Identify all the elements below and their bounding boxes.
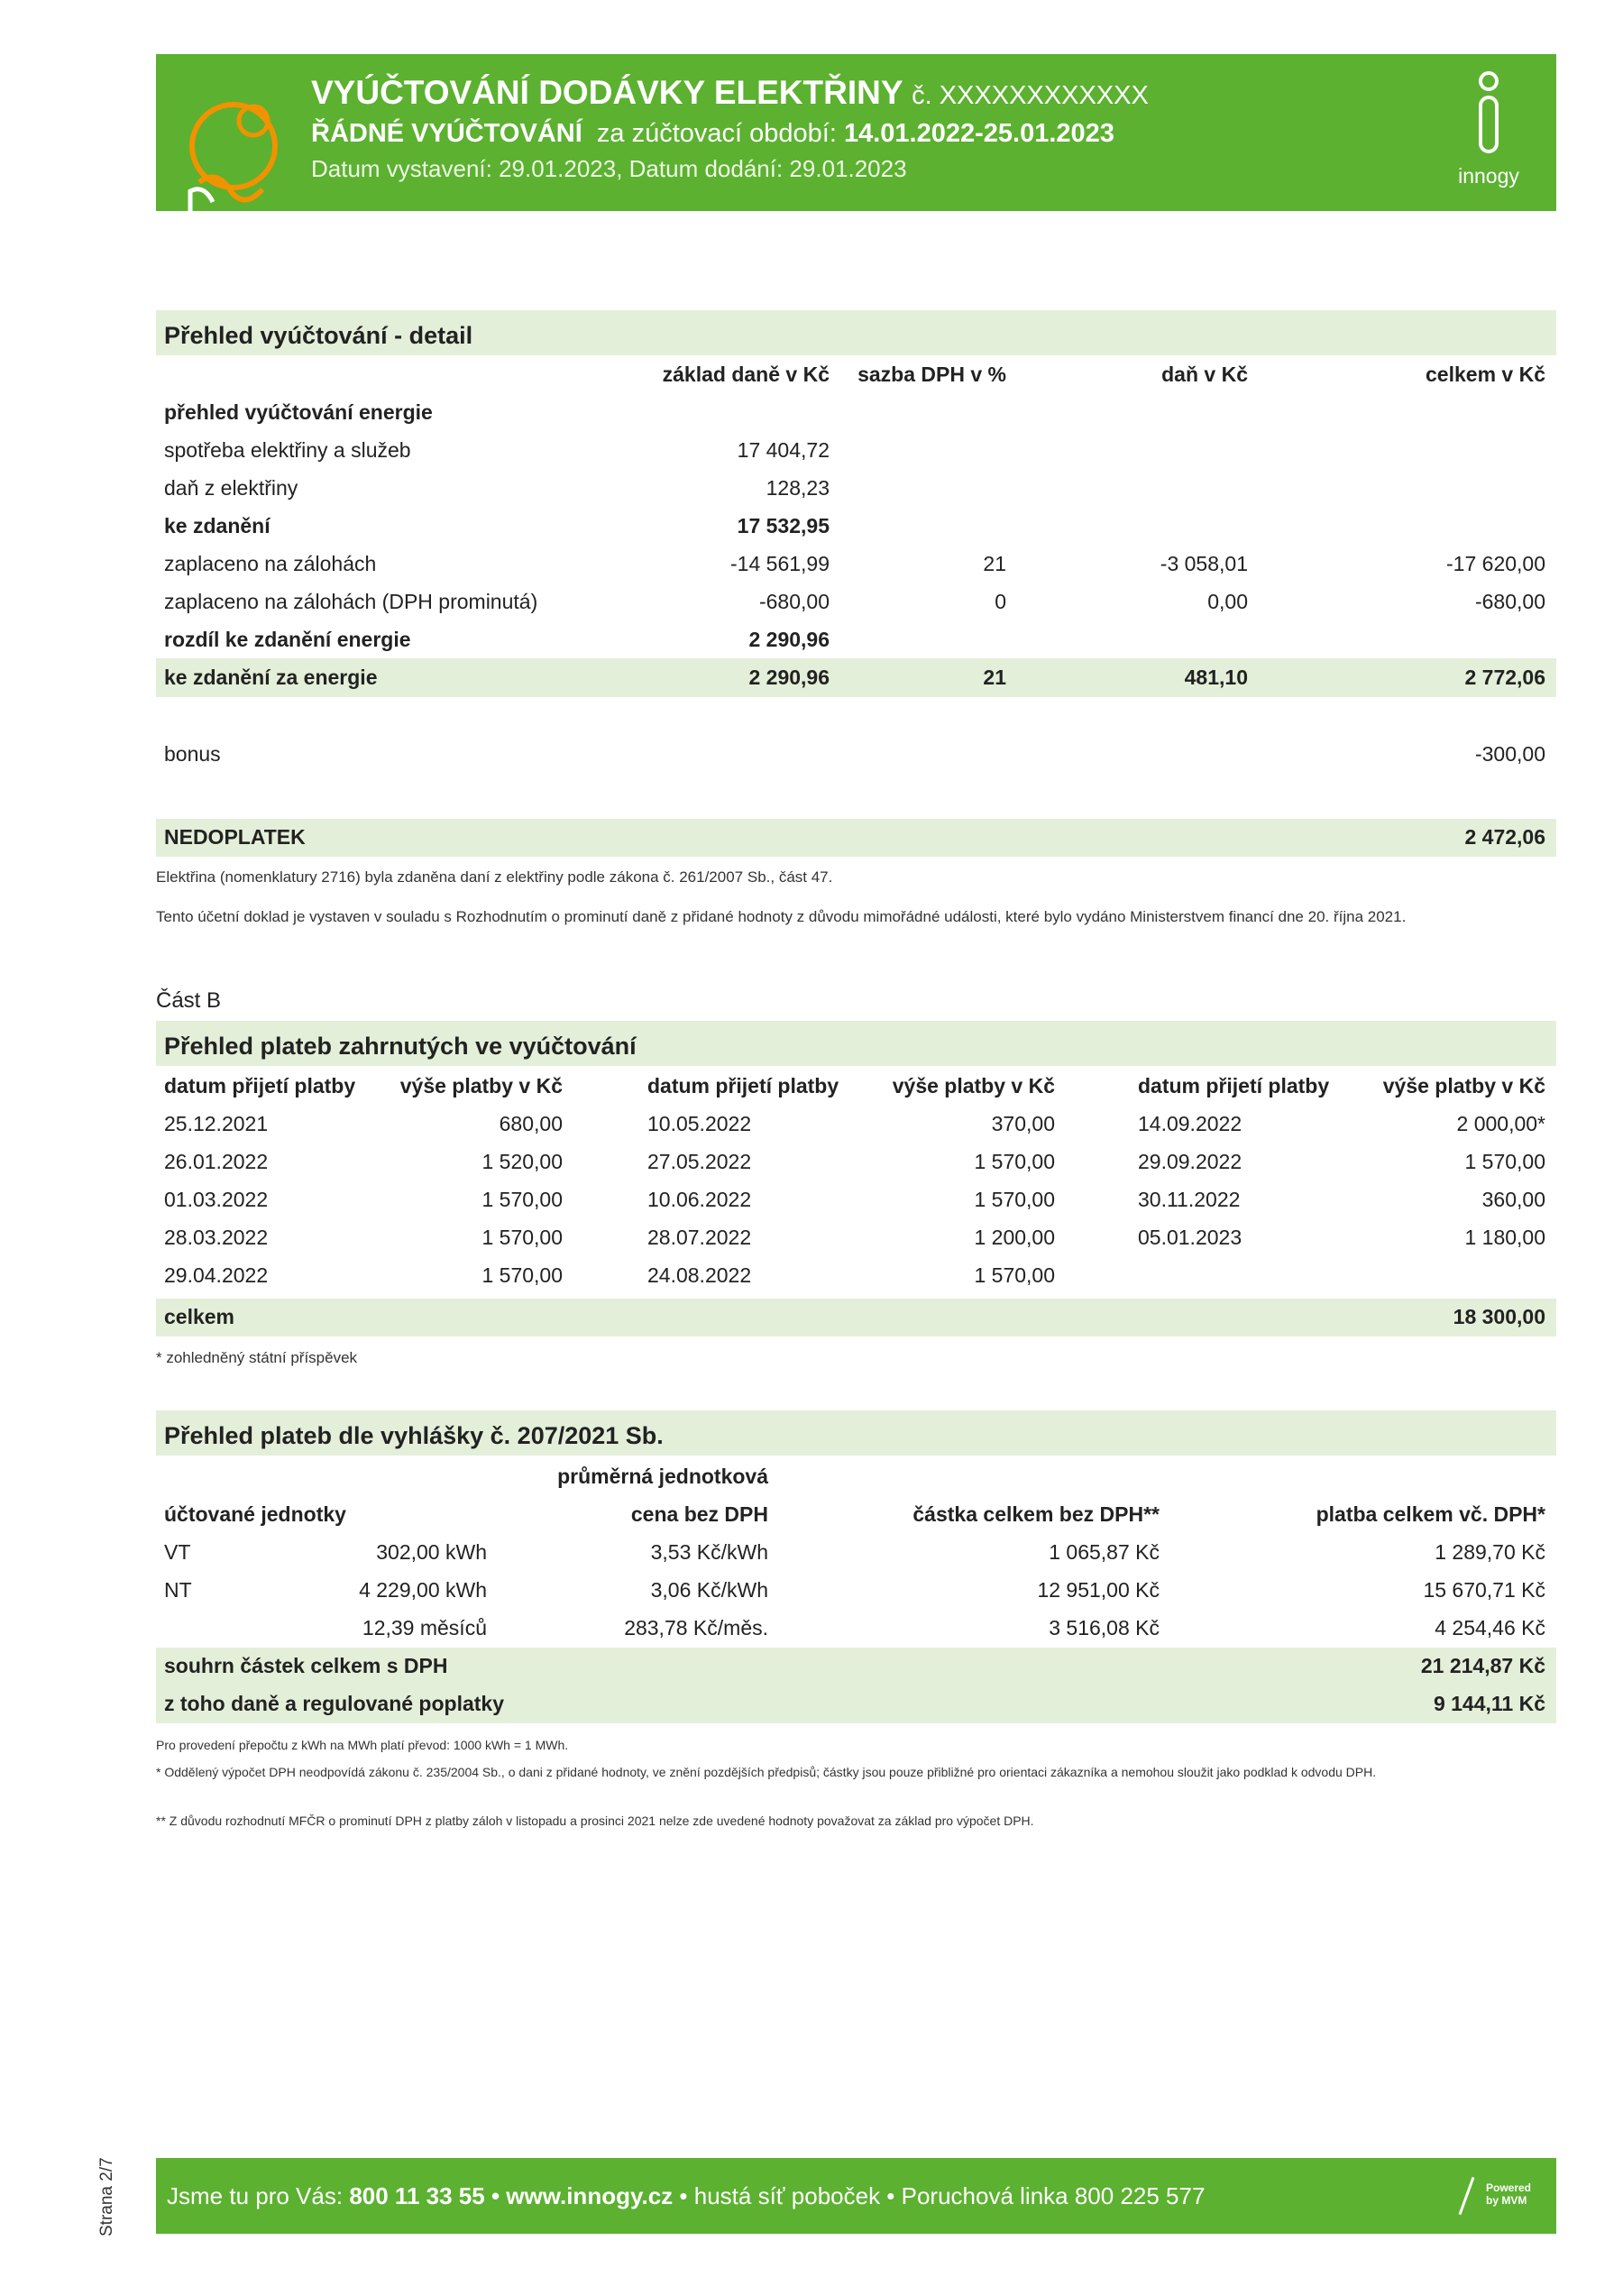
row-label: ke zdanění za energie: [164, 666, 378, 689]
payment-amount: 680,00: [499, 1112, 563, 1135]
payment-date: 25.12.2021: [164, 1112, 269, 1135]
col-header-amount-net: částka celkem bez DPH**: [912, 1502, 1160, 1526]
payment-date: 26.01.2022: [164, 1150, 269, 1173]
row-qty: 302,00 kWh: [376, 1540, 487, 1564]
col-header-tax: daň v Kč: [1161, 363, 1248, 386]
decree-section-title: Přehled plateb dle vyhlášky č. 207/2021 Sb.: [156, 1410, 1556, 1456]
mfcr-note: ** Z důvodu rozhodnutí MFČR o prominutí DPH z platby záloh v listopadu a prosinci 2021 nelze zde uvedené hodnoty považovat za základ pro výpočet DPH.: [156, 1814, 1034, 1828]
payment-date: 24.08.2022: [647, 1263, 752, 1287]
payments-total-value: 18 300,00: [1453, 1305, 1545, 1328]
row-tax: -3 058,01: [1160, 552, 1248, 575]
contact-line: Jsme tu pro Vás: 800 11 33 55 • www.innogy.cz • hustá síť poboček • Poruchová linka 800 225 577: [167, 2182, 1206, 2209]
row-payment: 1 289,70 Kč: [1435, 1540, 1545, 1564]
col-header-amount: výše platby v Kč: [1382, 1074, 1545, 1097]
billing-period: ŘÁDNÉ VYÚČTOVÁNÍ za zúčtovací období: 14.01.2022-25.01.2023: [311, 119, 1114, 148]
decree-sum-value: 21 214,87 Kč: [1420, 1654, 1545, 1677]
invoice-number: č. XXXXXXXXXXXX: [912, 81, 1149, 110]
row-total: -17 620,00: [1446, 552, 1545, 575]
underpayment-value: 2 472,06: [1464, 825, 1545, 849]
col-header-amount: výše platby v Kč: [892, 1074, 1055, 1097]
col-header-units: účtované jednotky: [164, 1502, 346, 1526]
payment-date: 29.04.2022: [164, 1263, 269, 1287]
conversion-note: Pro provedení přepočtu z kWh na MWh platí převod: 1000 kWh = 1 MWh.: [156, 1738, 569, 1752]
row-amount: 1 065,87 Kč: [1049, 1540, 1160, 1564]
invoice-title: VYÚČTOVÁNÍ DODÁVKY ELEKTŘINY č. XXXXXXXXXXXX: [311, 74, 1149, 111]
payment-date: 05.01.2023: [1138, 1226, 1242, 1249]
invoice-header: [156, 54, 1556, 211]
payment-amount: 1 180,00: [1464, 1226, 1545, 1249]
payment-date: 10.05.2022: [647, 1112, 752, 1135]
powered-by-mvm: Powered by MVM: [1485, 2181, 1531, 2207]
vat-calculation-note: * Oddělený výpočet DPH neodpovídá zákonu č. 235/2004 Sb., o dani z přidané hodnoty, ve znění pozdějších předpisů; částky jsou pouze přibližné pro orientaci zákazníka a nemohou sloužit jako podklad k odvodu DPH.: [156, 1765, 1377, 1779]
col-header-price-1: průměrná jednotková: [557, 1465, 768, 1488]
payment-amount: 1 570,00: [481, 1226, 563, 1249]
payments-footnote: * zohledněný státní příspěvek: [156, 1349, 358, 1366]
payments-total-label: celkem: [164, 1305, 235, 1328]
col-header-payment-gross: platba celkem vč. DPH*: [1316, 1502, 1545, 1526]
row-label: VT: [164, 1540, 191, 1564]
col-header-base: základ daně v Kč: [662, 363, 830, 386]
payment-amount: 1 570,00: [1464, 1150, 1545, 1173]
mvm-slash-icon: [1459, 2177, 1475, 2215]
row-total: 2 772,06: [1464, 666, 1545, 689]
energy-section-label: přehled vyúčtování energie: [164, 400, 433, 424]
tax-note: Elektřina (nomenklatury 2716) byla zdaněna daní z elektřiny podle zákona č. 261/2007 Sb., část 47.: [156, 868, 833, 886]
phone-number[interactable]: 800 11 33 55: [349, 2182, 485, 2209]
bonus-label: bonus: [164, 742, 221, 766]
innogy-logo: [1439, 70, 1538, 197]
payments-section-title: Přehled plateb zahrnutých ve vyúčtování: [156, 1021, 1556, 1066]
row-rate: 0: [995, 590, 1006, 613]
row-label: zaplaceno na zálohách (DPH prominutá): [164, 590, 538, 613]
col-header-total: celkem v Kč: [1426, 363, 1545, 386]
row-price: 3,53 Kč/kWh: [650, 1540, 768, 1564]
detail-section-title: Přehled vyúčtování - detail: [156, 310, 1556, 355]
col-header-date: datum přijetí platby: [647, 1074, 839, 1097]
payment-date: 29.09.2022: [1138, 1150, 1242, 1173]
row-qty: 12,39 měsíců: [362, 1616, 487, 1639]
payment-amount: 1 520,00: [481, 1150, 563, 1173]
row-total: -680,00: [1474, 590, 1545, 613]
row-label: rozdíl ke zdanění energie: [164, 628, 411, 651]
col-header-rate: sazba DPH v %: [857, 363, 1006, 386]
payment-amount: 360,00: [1481, 1188, 1545, 1211]
vat-waiver-note: Tento účetní doklad je vystaven v souladu s Rozhodnutím o prominutí daně z přidané hodnoty z důvodu mimořádné události, které bylo vydáno Ministerstvem financí dne 20. října 2021.: [156, 908, 1407, 925]
row-base: 2 290,96: [748, 628, 830, 651]
brand-name: innogy: [1458, 164, 1519, 188]
payment-date: 28.03.2022: [164, 1226, 269, 1249]
payment-date: 14.09.2022: [1138, 1112, 1242, 1135]
row-label: NT: [164, 1578, 192, 1602]
payment-amount: 1 570,00: [481, 1263, 563, 1287]
row-amount: 12 951,00 Kč: [1037, 1578, 1160, 1602]
page-number: Strana 2/7: [97, 2157, 116, 2236]
row-label: daň z elektřiny: [164, 476, 298, 500]
payment-amount: 1 200,00: [974, 1226, 1055, 1249]
decree-tax-value: 9 144,11 Kč: [1433, 1692, 1545, 1715]
payment-date: 01.03.2022: [164, 1188, 269, 1211]
payment-date: 10.06.2022: [647, 1188, 752, 1211]
contact-footer: [156, 2158, 1556, 2234]
part-b-label: Část B: [156, 988, 222, 1013]
row-payment: 15 670,71 Kč: [1423, 1578, 1545, 1602]
row-rate: 21: [983, 552, 1006, 575]
payment-amount: 1 570,00: [974, 1150, 1055, 1173]
col-header-amount: výše platby v Kč: [399, 1074, 563, 1097]
row-label: ke zdanění: [164, 514, 270, 537]
row-label: spotřeba elektřiny a služeb: [164, 438, 411, 462]
payment-date: 30.11.2022: [1138, 1188, 1241, 1211]
row-qty: 4 229,00 kWh: [359, 1578, 487, 1602]
bonus-value: -300,00: [1474, 742, 1545, 766]
payment-date: 27.05.2022: [647, 1150, 752, 1173]
payment-amount: 1 570,00: [974, 1263, 1055, 1287]
row-base: 128,23: [766, 476, 830, 500]
issue-dates: Datum vystavení: 29.01.2023, Datum dodání: 29.01.2023: [311, 155, 907, 182]
innogy-logo-icon: [1471, 70, 1507, 161]
col-header-date: datum přijetí platby: [1138, 1074, 1330, 1097]
row-price: 3,06 Kč/kWh: [650, 1578, 768, 1602]
decree-sum-label: souhrn částek celkem s DPH: [164, 1654, 448, 1677]
row-base: 17 404,72: [737, 438, 830, 462]
decree-tax-label: z toho daně a regulované poplatky: [164, 1692, 505, 1715]
row-price: 283,78 Kč/měs.: [624, 1616, 768, 1639]
col-header-price-2: cena bez DPH: [630, 1502, 768, 1526]
row-payment: 4 254,46 Kč: [1435, 1616, 1545, 1639]
row-tax: 0,00: [1207, 590, 1248, 613]
payment-amount: 1 570,00: [481, 1188, 563, 1211]
bulb-decoration-icon: [181, 83, 280, 211]
row-base: -680,00: [758, 590, 830, 613]
row-base: 2 290,96: [748, 666, 830, 689]
website-link[interactable]: www.innogy.cz: [506, 2182, 674, 2209]
row-amount: 3 516,08 Kč: [1049, 1616, 1160, 1639]
payment-amount: 370,00: [991, 1112, 1055, 1135]
row-tax: 481,10: [1184, 666, 1248, 689]
col-header-date: datum přijetí platby: [164, 1074, 356, 1097]
row-base: -14 561,99: [730, 552, 830, 575]
payment-amount: 1 570,00: [974, 1188, 1055, 1211]
row-rate: 21: [983, 666, 1006, 689]
payment-date: 28.07.2022: [647, 1226, 752, 1249]
row-label: zaplaceno na zálohách: [164, 552, 377, 575]
underpayment-label: NEDOPLATEK: [164, 825, 306, 849]
row-base: 17 532,95: [737, 514, 830, 537]
payment-amount: 2 000,00*: [1456, 1112, 1545, 1135]
